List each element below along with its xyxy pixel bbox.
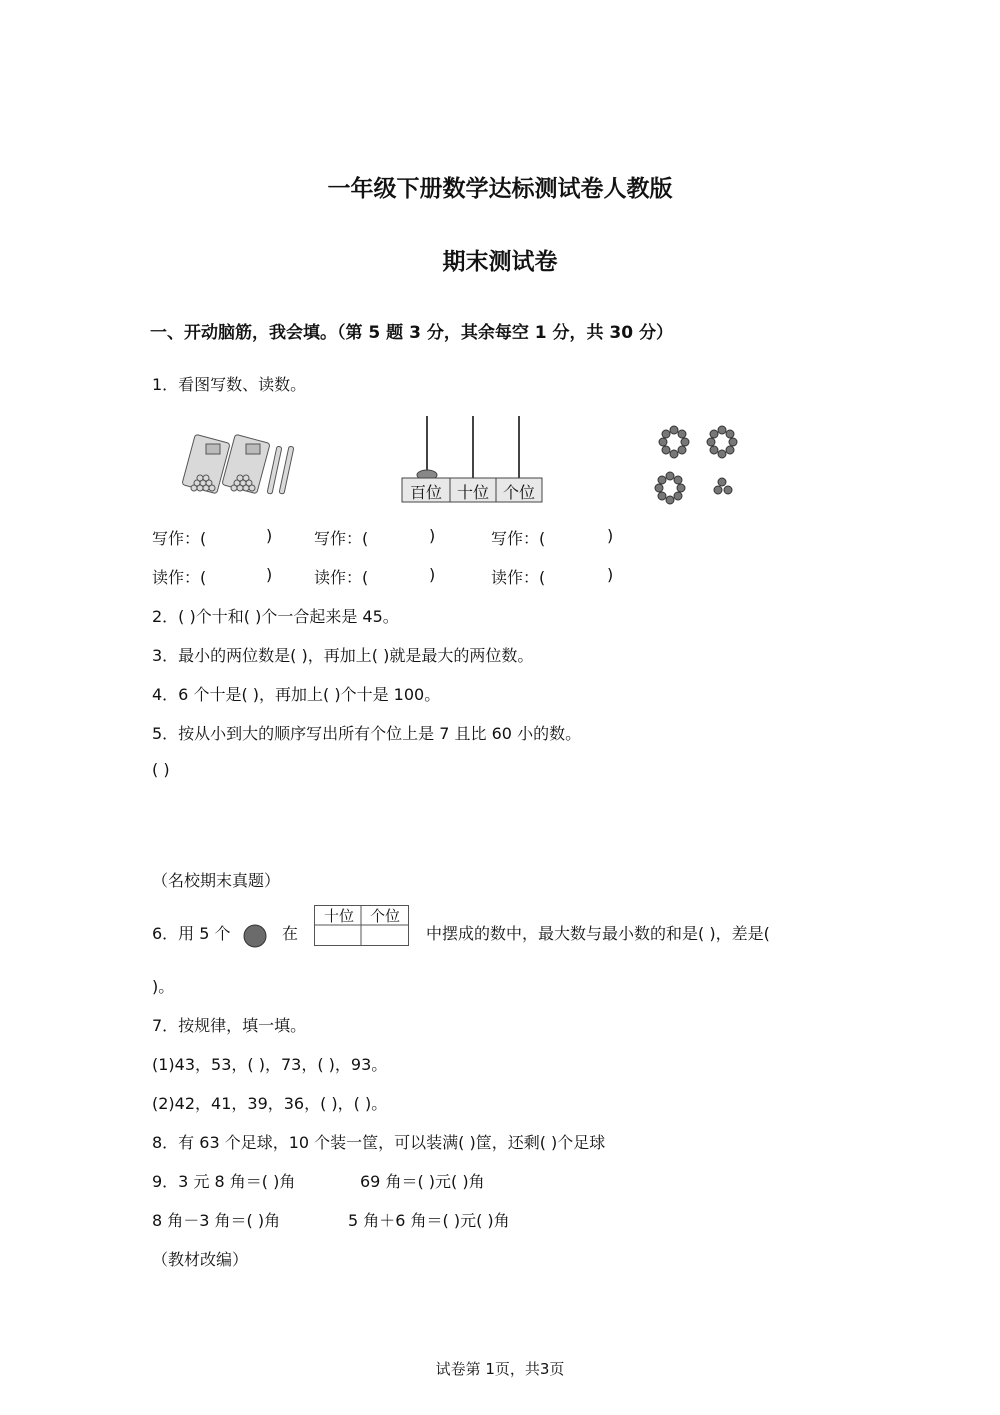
dot-icon	[243, 924, 267, 948]
question-6-part-d: )。	[152, 977, 175, 996]
write-close-2: )	[429, 526, 436, 545]
question-5: 5．按从小到大的顺序写出所有个位上是 7 且比 60 小的数。	[152, 724, 582, 743]
write-label-1: 写作：(	[152, 529, 207, 548]
place-value-header-ones: 个位	[369, 907, 400, 925]
document-subtitle: 期末测试卷	[442, 249, 558, 275]
question-9-part-c: 8 角－3 角＝( )角	[152, 1211, 281, 1230]
stick-bundles-image	[180, 430, 310, 502]
write-label-3: 写作：(	[491, 529, 546, 548]
question-6-part-b: 在	[282, 924, 299, 943]
read-close-2: )	[429, 565, 436, 584]
section-1-heading: 一、开动脑筋，我会填。（第 5 题 3 分，其余每空 1 分，共 30 分）	[150, 323, 673, 343]
page-footer: 试卷第 1页，共3页	[435, 1360, 565, 1378]
question-9-part-d: 5 角＋6 角＝( )元( )角	[348, 1211, 510, 1230]
read-label-2: 读作：(	[314, 568, 369, 587]
write-label-2: 写作：(	[314, 529, 369, 548]
question-4: 4．6 个十是( )，再加上( )个十是 100。	[152, 685, 441, 704]
source-note-1: （名校期末真题）	[152, 871, 281, 890]
bead-rings-image	[652, 424, 747, 509]
read-label-3: 读作：(	[491, 568, 546, 587]
document-title: 一年级下册数学达标测试卷人教版	[327, 176, 673, 202]
question-8: 8．有 63 个足球，10 个装一筐，可以装满( )筐，还剩( )个足球	[152, 1133, 606, 1152]
read-close-1: )	[266, 565, 273, 584]
question-3: 3．最小的两位数是( )，再加上( )就是最大的两位数。	[152, 646, 534, 665]
question-7-2: (2)42，41，39，36，( )，( )。	[152, 1094, 388, 1113]
question-9-part-a: 9．3 元 8 角＝( )角	[152, 1172, 296, 1191]
question-2: 2．( )个十和( )个一合起来是 45。	[152, 607, 399, 626]
write-close-3: )	[607, 526, 614, 545]
abacus-label-ones: 个位	[502, 483, 535, 502]
question-9-part-b: 69 角＝( )元( )角	[360, 1172, 485, 1191]
write-close-1: )	[266, 526, 273, 545]
question-6-part-a: 6．用 5 个	[152, 924, 231, 943]
question-7-1: (1)43，53，( )，73，( )，93。	[152, 1055, 388, 1074]
question-5-answer-blank: ( )	[152, 760, 170, 779]
read-close-3: )	[607, 565, 614, 584]
place-value-header-tens: 十位	[323, 907, 354, 925]
read-label-1: 读作：(	[152, 568, 207, 587]
question-1: 1．看图写数、读数。	[152, 375, 307, 394]
abacus-label-tens: 十位	[456, 483, 489, 502]
question-6-part-c: 中摆成的数中，最大数与最小数的和是( )，差是(	[426, 924, 770, 943]
abacus-label-hundreds: 百位	[409, 483, 442, 502]
source-note-2: （教材改编）	[152, 1250, 249, 1269]
question-7: 7．按规律，填一填。	[152, 1016, 307, 1035]
